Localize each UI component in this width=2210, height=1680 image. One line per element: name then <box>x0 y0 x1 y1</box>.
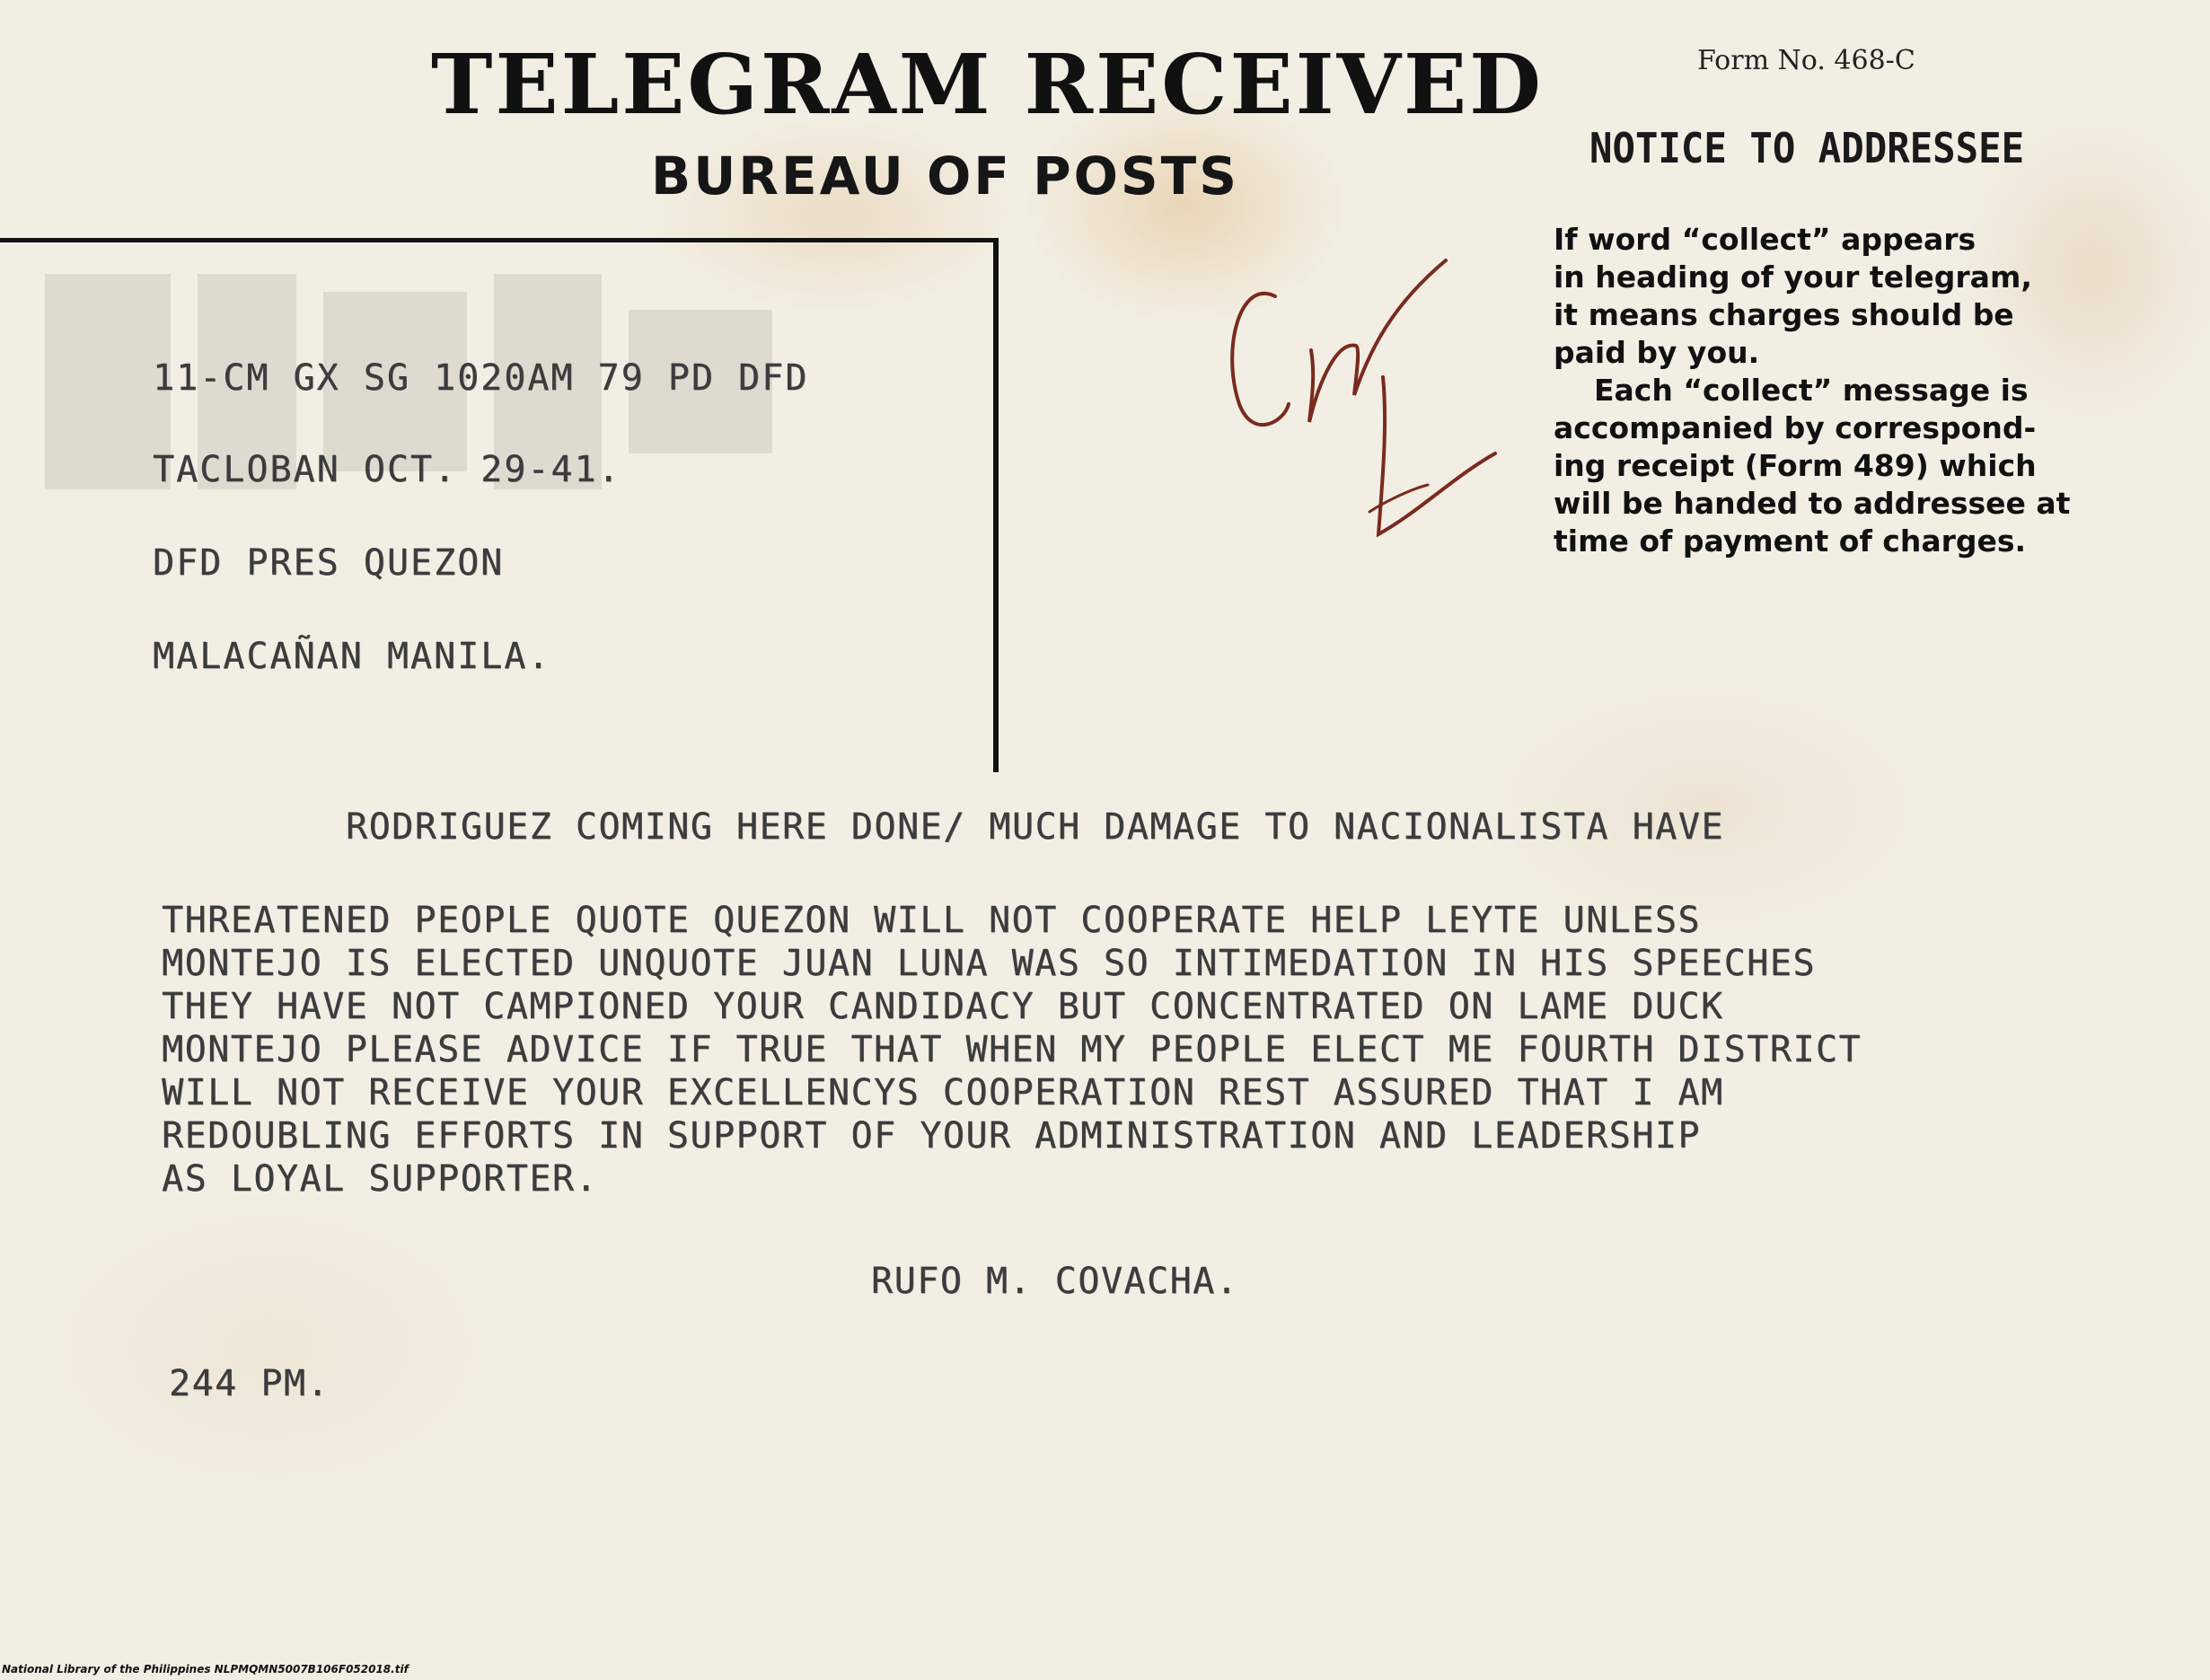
bureau-subtitle: BUREAU OF POSTS <box>651 145 1240 207</box>
archive-caption: National Library of the Philippines NLPMQMN5007B106F052018.tif <box>2 1663 409 1676</box>
address-box <box>0 238 999 772</box>
telegram-addressee: DFD PRES QUEZON <box>153 542 505 584</box>
notice-title: NOTICE TO ADDRESSEE <box>1589 124 2025 172</box>
message-line: WILL NOT RECEIVE YOUR EXCELLENCYS COOPERATION REST ASSURED THAT I AM <box>162 1072 1724 1113</box>
telegram-address: MALACAÑAN MANILA. <box>153 636 551 677</box>
notice-line: ing receipt (Form 489) which <box>1554 448 2037 483</box>
notice-line: it means charges should be <box>1554 297 2014 332</box>
message-line: AS LOYAL SUPPORTER. <box>162 1158 599 1200</box>
notice-line: will be handed to addressee at <box>1554 486 2071 521</box>
message-line: REDOUBLING EFFORTS IN SUPPORT OF YOUR ADMINISTRATION AND LEADERSHIP <box>162 1115 1701 1157</box>
time-received: 244 PM. <box>169 1363 330 1404</box>
message-line: THREATENED PEOPLE QUOTE QUEZON WILL NOT COOPERATE HELP LEYTE UNLESS <box>162 900 1701 941</box>
message-line: MONTEJO PLEASE ADVICE IF TRUE THAT WHEN MY PEOPLE ELECT ME FOURTH DISTRICT <box>162 1029 1862 1070</box>
notice-line: accompanied by correspond- <box>1554 410 2037 445</box>
form-number: Form No. 468-C <box>1697 45 1915 76</box>
telegram-header-line: 11-CM GX SG 1020AM 79 PD DFD <box>153 357 809 399</box>
notice-line: paid by you. <box>1554 335 1760 370</box>
message-line: THEY HAVE NOT CAMPIONED YOUR CANDIDACY BUT CONCENTRATED ON LAME DUCK <box>162 986 1724 1027</box>
notice-line: time of payment of charges. <box>1554 523 2027 559</box>
telegram-title: TELEGRAM RECEIVED <box>431 36 1544 133</box>
notice-line: Each “collect” message is <box>1594 373 2029 408</box>
handwritten-mark <box>1203 242 1509 557</box>
notice-line: in heading of your telegram, <box>1554 259 2032 295</box>
message-line: RODRIGUEZ COMING HERE DONE/ MUCH DAMAGE TO NACIONALISTA HAVE <box>346 806 1724 848</box>
telegram-origin-date: TACLOBAN OCT. 29-41. <box>153 449 621 490</box>
signature: RUFO M. COVACHA. <box>871 1261 1239 1302</box>
message-line: MONTEJO IS ELECTED UNQUOTE JUAN LUNA WAS SO INTIMEDATION IN HIS SPEECHES <box>162 943 1816 984</box>
notice-line: If word “collect” appears <box>1554 222 1977 257</box>
